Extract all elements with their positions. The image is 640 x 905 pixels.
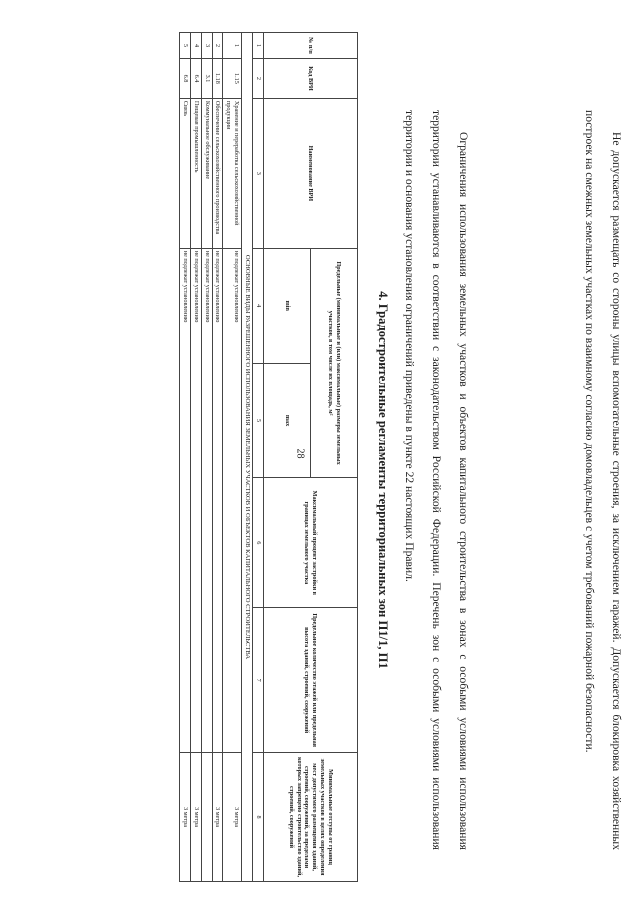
section-title: ОСНОВНЫЕ ВИДЫ РАЗРЕШЕННОГО ИСПОЛЬЗОВАНИЯ ЗЕМЕЛЬНЫХ УЧАСТКОВ И ОБЪЕКТОВ КАПИТАЛЬНОГО СТРОИТЕЛЬСТВА [241,33,252,882]
header-floors: Предельное количество этажей или предельная высота зданий, строений, сооружений [264,608,358,753]
row-num: 1 [223,33,242,59]
header-setbacks: Минимальные отступы от границ земельных участков в целях определения мест допустимого размещения зданий, строений, сооружений, за пределами которых запрещено строительство зданий, строений, сооружений [264,753,358,882]
header-code: Код ВРИ [264,58,358,98]
section-row [241,33,252,882]
row-setback [201,753,212,882]
table-row [212,33,223,882]
row-num: 2 [212,33,223,59]
row-setback: 3 метра [212,753,223,882]
paragraph-restrictions: Ограничения использования земельных участков и объектов капитального строительства в зонах с особыми условиями использования территории устанавливаются в соответствии с законодательством Российской Федерации. Перечень зон с особыми условиями использования территории и основания установления ограничений приведены в пункте 22 настоящих Правил. [403,110,470,850]
col-number: 7 [253,608,264,753]
col-number: 6 [253,478,264,608]
row-limits: не подлежат установлению [180,248,191,752]
row-code: 6.8 [180,58,191,98]
col-number: 5 [253,363,264,478]
row-limits: не подлежат установлению [223,248,242,752]
col-number: 2 [253,58,264,98]
regulations-table [179,32,358,882]
table-header-row [311,33,358,882]
row-code: 6.4 [191,58,202,98]
header-percent: Максимальный процент застройки в границах земельного участка [264,478,358,608]
row-setback: 3 метра [191,753,202,882]
table-row [180,33,191,882]
header-min: min [264,248,311,363]
row-name: Связь [180,98,191,248]
section-heading: 4. Градостроительные регламенты территориальных зон П1/1, П1 [376,291,390,669]
row-limits: не подлежат установлению [191,248,202,752]
row-code: 3.1 [201,58,212,98]
header-max: max [264,363,311,478]
column-number-row [253,33,264,882]
header-name: Наименование ВРИ [264,98,358,248]
col-number: 8 [253,753,264,882]
header-num: № п/п [264,33,358,59]
row-name: Пищевая промышленность [191,98,202,248]
row-code: 1.18 [212,58,223,98]
header-sizes: Предельные (минимальные и (или) максимальные) размеры земельных участков, в том числе их площадь, м² [311,248,358,478]
row-setback: 3 метра [223,753,242,882]
row-name: Обеспечение сельскохозяйственного производства [212,98,223,248]
row-limits: не подлежат установлению [201,248,212,752]
col-number: 1 [253,33,264,59]
row-limits: не подлежат установлению [212,248,223,752]
table-row [201,33,212,882]
row-name: Коммунальное обслуживание [201,98,212,248]
table-row [191,33,202,882]
table-row [223,33,242,882]
row-num: 4 [191,33,202,59]
col-number: 3 [253,98,264,248]
col-number: 4 [253,248,264,363]
row-num: 5 [180,33,191,59]
row-code: 1.15 [223,58,242,98]
row-name: Хранение и переработка сельскохозяйственной продукции [223,98,242,248]
page-number: 28 [294,448,306,459]
row-num: 3 [201,33,212,59]
row-setback: 3 метра [180,753,191,882]
paragraph-garages: Не допускается размещать со стороны улицы вспомогательные строения, за исключением гаражей. Допускается блокировка хозяйственных построек на смежных земельных участках по взаимному согласию домовладельцев с учетом требований пожарной безопасности. [583,110,623,850]
